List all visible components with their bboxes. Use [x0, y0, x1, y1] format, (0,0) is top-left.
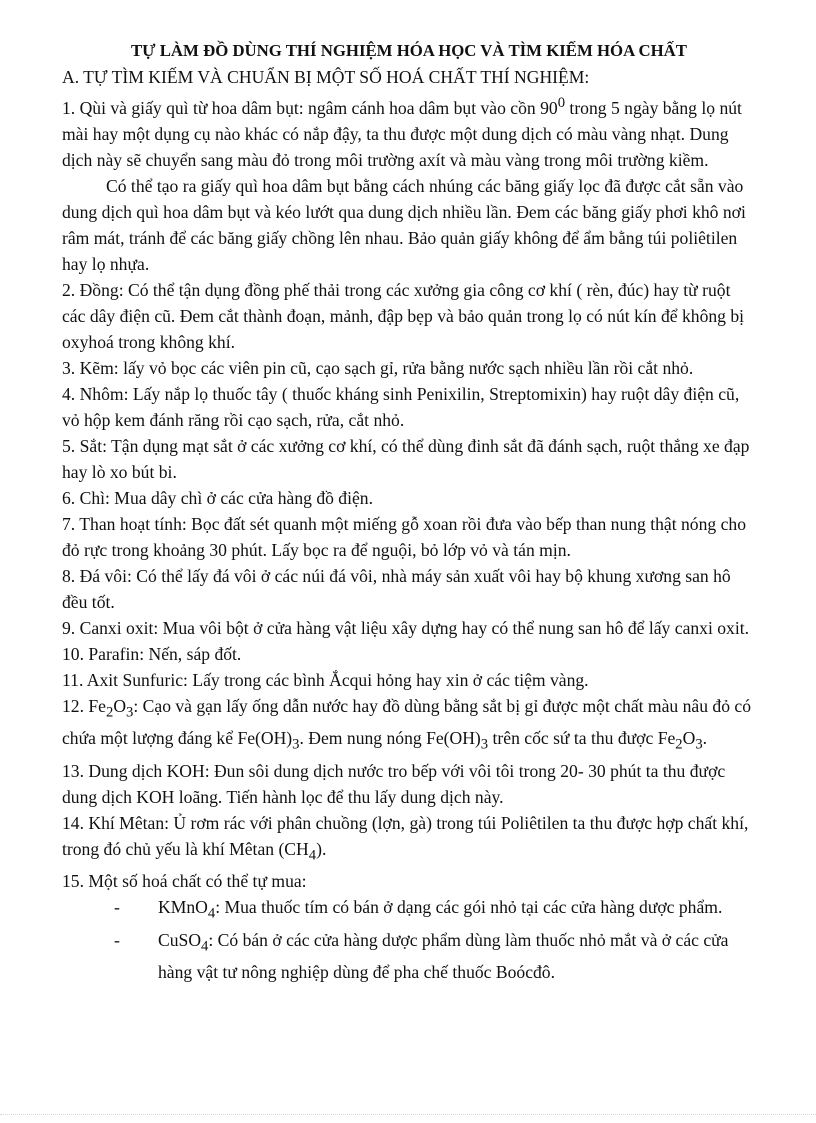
document-title: TỰ LÀM ĐỒ DÙNG THÍ NGHIỆM HÓA HỌC VÀ TÌM KIẾM HÓA CHẤT: [130, 41, 687, 60]
item-9: 9. Canxi oxit: Mua vôi bột ở cửa hàng vật liệu xây dựng hay có thể nung san hô để lấy canxi oxit.: [62, 617, 750, 638]
item-11: 11. Axit Sunfuric: Lấy trong các bình Ắcqui hỏng hay xin ở các tiệm vàng.: [62, 669, 589, 690]
item-10: 10. Parafin: Nến, sáp đốt.: [62, 643, 242, 664]
item-4: 4. Nhôm: Lấy nắp lọ thuốc tây ( thuốc kháng sinh Penixilin, Streptomixin) hay ruột dây điện cũ, vỏ hộp kem đánh răng rồi cạo sạch, rửa, cắt nhỏ.: [62, 383, 740, 430]
item-1: 1. Qùi và giấy quì từ hoa dâm bụt: ngâm cánh hoa dâm bụt vào cồn $90^0$ trong 5 ngày bằng lọ nút mài hay một dụng cụ nào khác có nắp đậy, ta thu được một dung dịch có màu vàng nhạt. Dung dịch này sẽ chuyển sang màu đỏ trong môi trường axít và màu vàng trong môi trường kiềm.: [62, 95, 742, 170]
dash-bullet: -: [114, 897, 120, 918]
item-15: 15. Một số hoá chất có thể tự mua:: [62, 871, 307, 892]
list-item-cuso4: - CuSO$_4$: Có bán ở các cửa hàng dược phẩm dùng làm thuốc nhỏ mắt và ở các cửa hàng vật tư nông nghiệp dùng để pha chế thuốc Boócđô.: [114, 927, 756, 986]
chemical-list: [62, 894, 756, 985]
item-12: 12. $Fe_2O_3$: Cạo và gạn lấy ống dẫn nước hay đồ dùng bằng sắt bị gỉ được một chất màu nâu đỏ có chứa một lượng đáng kể $Fe(OH)_3$. Đem nung nóng $Fe(OH)_3$ trên cốc sứ ta thu được $Fe_2O_3$.: [62, 695, 752, 753]
item-8: 8. Đá vôi: Có thể lấy đá vôi ở các núi đá vôi, nhà máy sản xuất vôi hay bộ khung xương san hô đều tốt.: [62, 565, 731, 612]
section-heading-a: A. TỰ TÌM KIẾM VÀ CHUẨN BỊ MỘT SỐ HOÁ CHẤT THÍ NGHIỆM:: [62, 67, 590, 87]
item-7: 7. Than hoạt tính: Bọc đất sét quanh một miếng gỗ xoan rồi đưa vào bếp than nung thật nóng cho đỏ rực trong khoảng 30 phút. Lấy bọc ra để nguội, bỏ lớp vỏ và tán mịn.: [62, 513, 746, 560]
item-2: 2. Đồng: Có thể tận dụng đồng phế thải trong các xưởng gia công cơ khí ( rèn, đúc) hay từ ruột các dây điện cũ. Đem cắt thành đoạn, mảnh, đập bẹp và bảo quản trong lọ có nút kín để không bị oxyhoá trong không khí.: [62, 279, 745, 352]
item-5: 5. Sắt: Tận dụng mạt sắt ở các xưởng cơ khí, có thể dùng đinh sắt đã đánh sạch, ruột thắng xe đạp hay lò xo bút bi.: [62, 435, 750, 482]
item-6: 6. Chì: Mua dây chì ở các cửa hàng đồ điện.: [62, 487, 374, 508]
list-item-kmno4: - KMnO$_4$: Mua thuốc tím có bán ở dạng các gói nhỏ tại các cửa hàng dược phẩm.: [114, 894, 756, 927]
page-bottom-divider: [0, 1114, 816, 1115]
dash-bullet: -: [114, 929, 120, 950]
item-14: 14. Khí Mêtan: Ủ rơm rác với phân chuồng (lợn, gà) trong túi Poliêtilen ta thu được hợp chất khí, trong đó chủ yếu là khí Mêtan $(CH_4)$.: [62, 812, 749, 864]
item-13: 13. Dung dịch KOH: Đun sôi dung dịch nước tro bếp với vôi tôi trong 20- 30 phút ta thu được dung dịch KOH loãng. Tiến hành lọc để thu lấy dung dịch này.: [62, 760, 726, 807]
item-1-paragraph-2: Có thể tạo ra giấy quì hoa dâm bụt bằng cách nhúng các băng giấy lọc đã được cắt sẵn vào dung dịch quì hoa dâm bụt và kéo lướt qua dung dịch nhiều lần. Đem các băng giấy phơi khô nơi râm mát, tránh để các băng giấy chồng lên nhau. Bảo quản giấy không để ẩm bằng túi poliêtilen hay lọ nhựa.: [62, 175, 746, 274]
superscript: 0: [557, 95, 566, 111]
item-3: 3. Kẽm: lấy vỏ bọc các viên pin cũ, cạo sạch gỉ, rửa bằng nước sạch nhiều lần rồi cắt nhỏ.: [62, 357, 694, 378]
